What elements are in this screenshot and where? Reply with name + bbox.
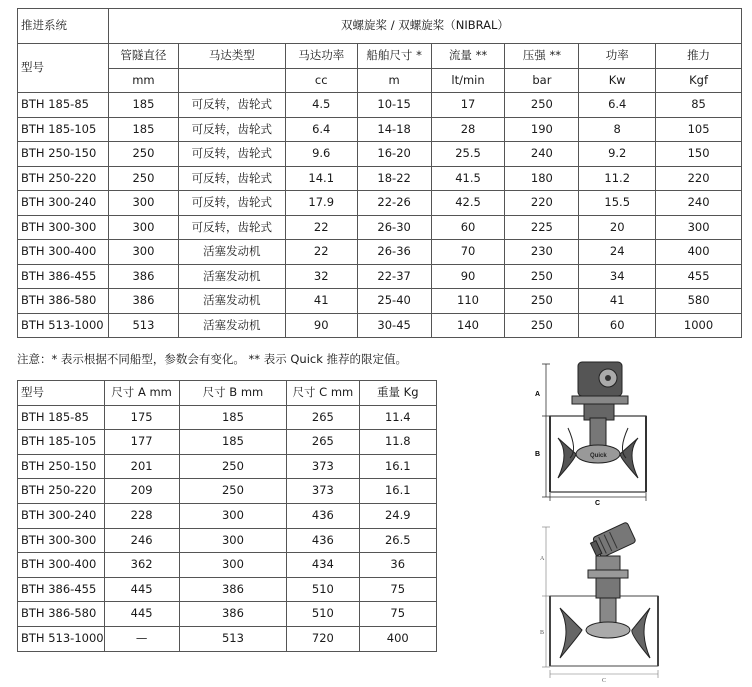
table-cell: 250 xyxy=(179,454,287,479)
table-cell: 201 xyxy=(104,454,179,479)
table-row xyxy=(18,454,437,479)
table-row xyxy=(18,215,742,240)
table-cell: 265 xyxy=(287,405,359,430)
table-cell: 265 xyxy=(287,430,359,455)
table-cell: 250 xyxy=(505,313,579,338)
thruster-spec-table xyxy=(17,8,742,338)
table-cell: 434 xyxy=(287,553,359,578)
table-cell: 250 xyxy=(179,479,287,504)
table-cell: 11.4 xyxy=(359,405,437,430)
table-cell: 25-40 xyxy=(357,289,431,314)
table-row xyxy=(18,528,437,553)
table-cell: 300 xyxy=(179,503,287,528)
table-cell: 250 xyxy=(108,142,178,167)
table-cell: 180 xyxy=(505,166,579,191)
model-cell: BTH 300-400 xyxy=(18,553,105,578)
table-cell: 17 xyxy=(431,93,505,118)
system-label: 推进系统 xyxy=(18,9,109,44)
table-cell: 240 xyxy=(656,191,742,216)
model-cell: BTH 300-400 xyxy=(18,240,109,265)
model-cell: BTH 386-580 xyxy=(18,289,109,314)
table-cell: 400 xyxy=(359,626,437,651)
table-cell: 26-36 xyxy=(357,240,431,265)
model-cell: BTH 300-240 xyxy=(18,191,109,216)
table-cell: 400 xyxy=(656,240,742,265)
table-cell: 250 xyxy=(505,264,579,289)
table-row xyxy=(18,626,437,651)
table-cell: 455 xyxy=(656,264,742,289)
table-row xyxy=(18,503,437,528)
table-cell: 228 xyxy=(104,503,179,528)
model-cell: BTH 513-1000 xyxy=(18,626,105,651)
table-row xyxy=(18,577,437,602)
table-cell: 105 xyxy=(656,117,742,142)
column-header: 型号 xyxy=(18,381,105,406)
table-cell: 14-18 xyxy=(357,117,431,142)
table-cell: 140 xyxy=(431,313,505,338)
table-cell: 300 xyxy=(108,240,178,265)
column-header: 尺寸 B mm xyxy=(179,381,287,406)
column-header: 管隧直径 xyxy=(108,44,178,69)
column-header: 马达类型 xyxy=(178,44,285,69)
table-row xyxy=(18,191,742,216)
model-cell: BTH 386-455 xyxy=(18,264,109,289)
table-cell: 22 xyxy=(285,215,357,240)
table-cell: 可反转，齿轮式 xyxy=(178,117,285,142)
table-cell: 24 xyxy=(579,240,656,265)
table-cell: 90 xyxy=(285,313,357,338)
table-row xyxy=(18,264,742,289)
dimension-rows xyxy=(18,405,437,651)
table-cell: 386 xyxy=(179,577,287,602)
table-cell: 14.1 xyxy=(285,166,357,191)
model-cell: BTH 386-580 xyxy=(18,602,105,627)
table-cell: 190 xyxy=(505,117,579,142)
column-header: 推力 xyxy=(656,44,742,69)
table-cell: 1000 xyxy=(656,313,742,338)
table-cell: 75 xyxy=(359,577,437,602)
table-cell: 513 xyxy=(108,313,178,338)
dimension-a-label: A xyxy=(535,391,541,398)
table-cell: 活塞发动机 xyxy=(178,289,285,314)
dimension-b-label: B xyxy=(535,451,541,458)
table-cell: 6.4 xyxy=(285,117,357,142)
table-cell: 24.9 xyxy=(359,503,437,528)
table-row xyxy=(18,602,437,627)
table-cell: 246 xyxy=(104,528,179,553)
table-cell: 10-15 xyxy=(357,93,431,118)
table-cell: 可反转，齿轮式 xyxy=(178,142,285,167)
table-cell: 可反转，齿轮式 xyxy=(178,166,285,191)
table-cell: 8 xyxy=(579,117,656,142)
table-cell: 25.5 xyxy=(431,142,505,167)
table-cell: 可反转，齿轮式 xyxy=(178,93,285,118)
footnote: 注意：* 表示根据不同船型，参数会有变化。 ** 表示 Quick 推荐的限定值。 xyxy=(17,352,408,366)
table-cell: 15.5 xyxy=(579,191,656,216)
model-cell: BTH 185-85 xyxy=(18,93,109,118)
table-cell: 16.1 xyxy=(359,454,437,479)
table-cell: 150 xyxy=(656,142,742,167)
table-cell: 250 xyxy=(108,166,178,191)
table-row xyxy=(18,553,437,578)
unit-header: cc xyxy=(285,68,357,93)
table-cell: 60 xyxy=(579,313,656,338)
table-cell: 34 xyxy=(579,264,656,289)
model-cell: BTH 185-105 xyxy=(18,117,109,142)
table-cell: 42.5 xyxy=(431,191,505,216)
table-cell: 185 xyxy=(179,430,287,455)
table-cell: 可反转，齿轮式 xyxy=(178,191,285,216)
dimension-c-label: C xyxy=(595,500,601,506)
table-cell: 6.4 xyxy=(579,93,656,118)
table-cell: 20 xyxy=(579,215,656,240)
table-cell: 75 xyxy=(359,602,437,627)
table-cell: 386 xyxy=(108,264,178,289)
model-cell: BTH 513-1000 xyxy=(18,313,109,338)
table-cell: 活塞发动机 xyxy=(178,313,285,338)
dimension-table xyxy=(17,380,437,652)
table-cell: 185 xyxy=(108,93,178,118)
dimension-c-label: C xyxy=(602,678,607,682)
table-cell: 85 xyxy=(656,93,742,118)
table-cell: 510 xyxy=(287,602,359,627)
column-header: 尺寸 A mm xyxy=(104,381,179,406)
table-cell: 41.5 xyxy=(431,166,505,191)
table-cell: 90 xyxy=(431,264,505,289)
table-cell: 22-26 xyxy=(357,191,431,216)
table-row xyxy=(18,313,742,338)
unit-header xyxy=(178,68,285,93)
table-cell: 185 xyxy=(179,405,287,430)
table-cell: 32 xyxy=(285,264,357,289)
table-cell: 36 xyxy=(359,553,437,578)
table-cell: 373 xyxy=(287,454,359,479)
column-header: 压强 ** xyxy=(505,44,579,69)
column-header: 马达功率 xyxy=(285,44,357,69)
unit-header: bar xyxy=(505,68,579,93)
model-cell: BTH 250-150 xyxy=(18,142,109,167)
table-cell: 9.2 xyxy=(579,142,656,167)
table-cell: 362 xyxy=(104,553,179,578)
table-cell: 240 xyxy=(505,142,579,167)
table-row xyxy=(18,166,742,191)
table-cell: 28 xyxy=(431,117,505,142)
table-row xyxy=(18,479,437,504)
brand-mark: Quick xyxy=(590,453,607,459)
table-cell: 活塞发动机 xyxy=(178,240,285,265)
model-cell: BTH 300-300 xyxy=(18,528,105,553)
table-row xyxy=(18,289,742,314)
column-header: 船舶尺寸 * xyxy=(357,44,431,69)
table-cell: 436 xyxy=(287,528,359,553)
table-cell: 70 xyxy=(431,240,505,265)
table-row xyxy=(18,240,742,265)
column-header: 流量 ** xyxy=(431,44,505,69)
table-cell: 110 xyxy=(431,289,505,314)
model-cell: BTH 300-240 xyxy=(18,503,105,528)
model-cell: BTH 250-150 xyxy=(18,454,105,479)
model-header: 型号 xyxy=(18,44,109,93)
table-cell: 16.1 xyxy=(359,479,437,504)
table-cell: 220 xyxy=(505,191,579,216)
table-cell: 9.6 xyxy=(285,142,357,167)
table-cell: 26-30 xyxy=(357,215,431,240)
table-cell: 26.5 xyxy=(359,528,437,553)
table-cell: 209 xyxy=(104,479,179,504)
table-cell: — xyxy=(104,626,179,651)
table-cell: 41 xyxy=(579,289,656,314)
table-cell: 250 xyxy=(505,93,579,118)
model-cell: BTH 250-220 xyxy=(18,479,105,504)
thruster-side-view-drawing xyxy=(528,358,668,506)
table-cell: 386 xyxy=(108,289,178,314)
table-cell: 300 xyxy=(179,528,287,553)
table-cell: 175 xyxy=(104,405,179,430)
model-cell: BTH 386-455 xyxy=(18,577,105,602)
table-cell: 373 xyxy=(287,479,359,504)
table-cell: 18-22 xyxy=(357,166,431,191)
column-header: 尺寸 C mm xyxy=(287,381,359,406)
table-cell: 580 xyxy=(656,289,742,314)
thruster-piston-motor-drawing xyxy=(532,522,670,682)
table-cell: 60 xyxy=(431,215,505,240)
table-cell: 220 xyxy=(656,166,742,191)
column-header: 功率 xyxy=(579,44,656,69)
unit-header: m xyxy=(357,68,431,93)
table-cell: 300 xyxy=(108,215,178,240)
spec-rows xyxy=(18,93,742,338)
model-cell: BTH 185-85 xyxy=(18,405,105,430)
table-cell: 510 xyxy=(287,577,359,602)
table-cell: 活塞发动机 xyxy=(178,264,285,289)
table-cell: 41 xyxy=(285,289,357,314)
table-cell: 300 xyxy=(656,215,742,240)
table-cell: 300 xyxy=(108,191,178,216)
table-cell: 4.5 xyxy=(285,93,357,118)
table-row xyxy=(18,405,437,430)
unit-header: Kgf xyxy=(656,68,742,93)
table-cell: 300 xyxy=(179,553,287,578)
table-row xyxy=(18,430,437,455)
table-cell: 16-20 xyxy=(357,142,431,167)
unit-header: mm xyxy=(108,68,178,93)
table-row xyxy=(18,117,742,142)
table-cell: 230 xyxy=(505,240,579,265)
table-cell: 386 xyxy=(179,602,287,627)
table-cell: 185 xyxy=(108,117,178,142)
dimension-a-label: A xyxy=(540,556,545,562)
table-cell: 22-37 xyxy=(357,264,431,289)
table-title: 双螺旋桨 / 双螺旋桨（NIBRAL） xyxy=(108,9,741,44)
table-cell: 445 xyxy=(104,577,179,602)
column-header: 重量 Kg xyxy=(359,381,437,406)
model-cell: BTH 300-300 xyxy=(18,215,109,240)
table-cell: 445 xyxy=(104,602,179,627)
table-cell: 720 xyxy=(287,626,359,651)
table-cell: 11.2 xyxy=(579,166,656,191)
table-cell: 177 xyxy=(104,430,179,455)
table-cell: 可反转，齿轮式 xyxy=(178,215,285,240)
table-cell: 11.8 xyxy=(359,430,437,455)
table-cell: 225 xyxy=(505,215,579,240)
table-cell: 250 xyxy=(505,289,579,314)
model-cell: BTH 185-105 xyxy=(18,430,105,455)
table-cell: 22 xyxy=(285,240,357,265)
table-cell: 30-45 xyxy=(357,313,431,338)
table-cell: 513 xyxy=(179,626,287,651)
model-cell: BTH 250-220 xyxy=(18,166,109,191)
table-cell: 17.9 xyxy=(285,191,357,216)
table-cell: 436 xyxy=(287,503,359,528)
table-row xyxy=(18,142,742,167)
table-row xyxy=(18,93,742,118)
unit-header: Kw xyxy=(579,68,656,93)
unit-header: lt/min xyxy=(431,68,505,93)
dimension-b-label: B xyxy=(540,630,545,636)
